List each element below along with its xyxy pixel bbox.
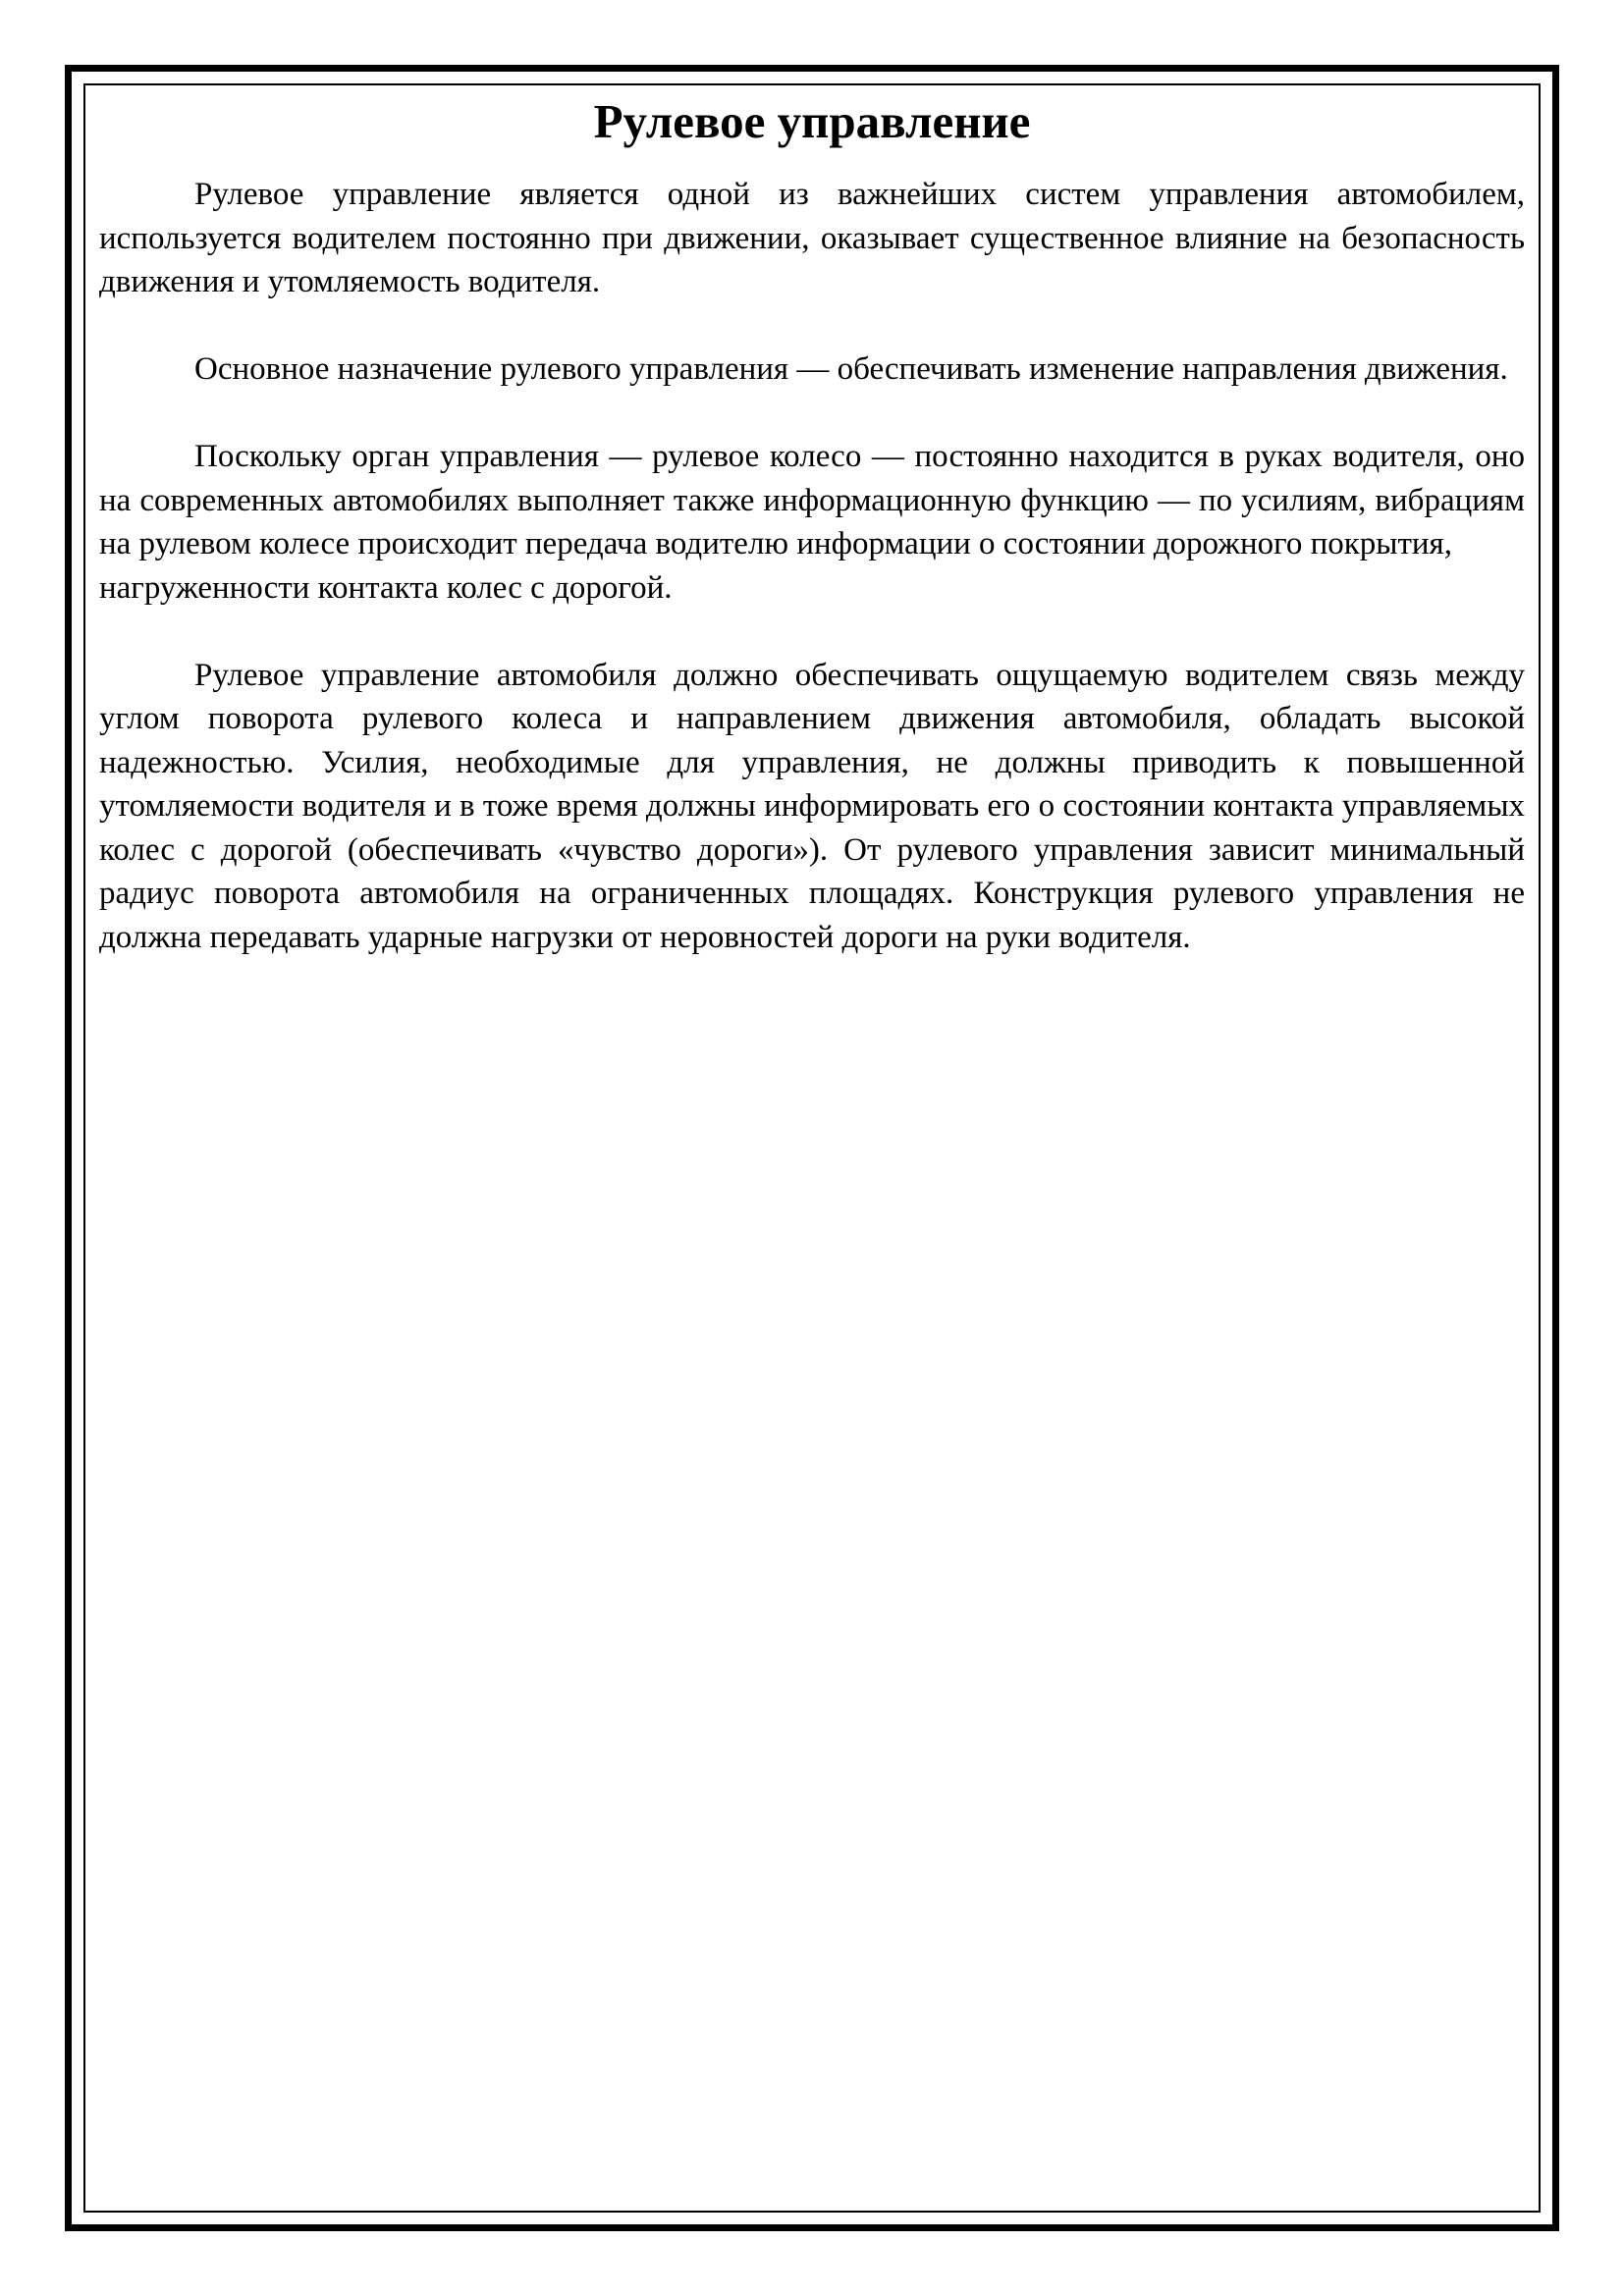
paragraph-1: Рулевое управление является одной из важнейших систем управления автомобилем, используется водителем постоянно при движении, оказывает существенное влияние на безопасность движения и утомляемость водителя.	[99, 177, 1525, 299]
paragraph-2: Основное назначение рулевого управления — обеспечивать изменение направления движения.	[194, 351, 1508, 387]
paragraph-3	[99, 435, 1525, 610]
document-body	[99, 92, 1525, 1003]
paragraph-3-continuation: нагруженности контакта колес с дорогой.	[99, 569, 673, 606]
document-title: Рулевое управление	[593, 94, 1031, 148]
paragraph-4: Рулевое управление автомобиля должно обеспечивать ощущаемую водителем связь между углом поворота рулевого колеса и направлением движения автомобиля, обладать высокой надежностью. Усилия, необходимые для управления, не должны приводить к повышенной утомляемости водителя и в тоже время должны информировать его о состоянии контакта управляемых колес с дорогой (обеспечивать «чувство дороги»). От рулевого управления зависит минимальный радиус поворота автомобиля на ограниченных площадях. Конструкция рулевого управления не должна передавать ударные нагрузки от неровностей дороги на руки водителя.	[99, 657, 1525, 955]
paragraph-3-text: Поскольку орган управления — рулевое колесо — постоянно находится в руках водителя, оно на современных автомобилях выполняет также информационную функцию — по усилиям, вибрациям на рулевом колесе происходит передача водителю информации о состоянии дорожного покрытия,	[99, 439, 1525, 561]
